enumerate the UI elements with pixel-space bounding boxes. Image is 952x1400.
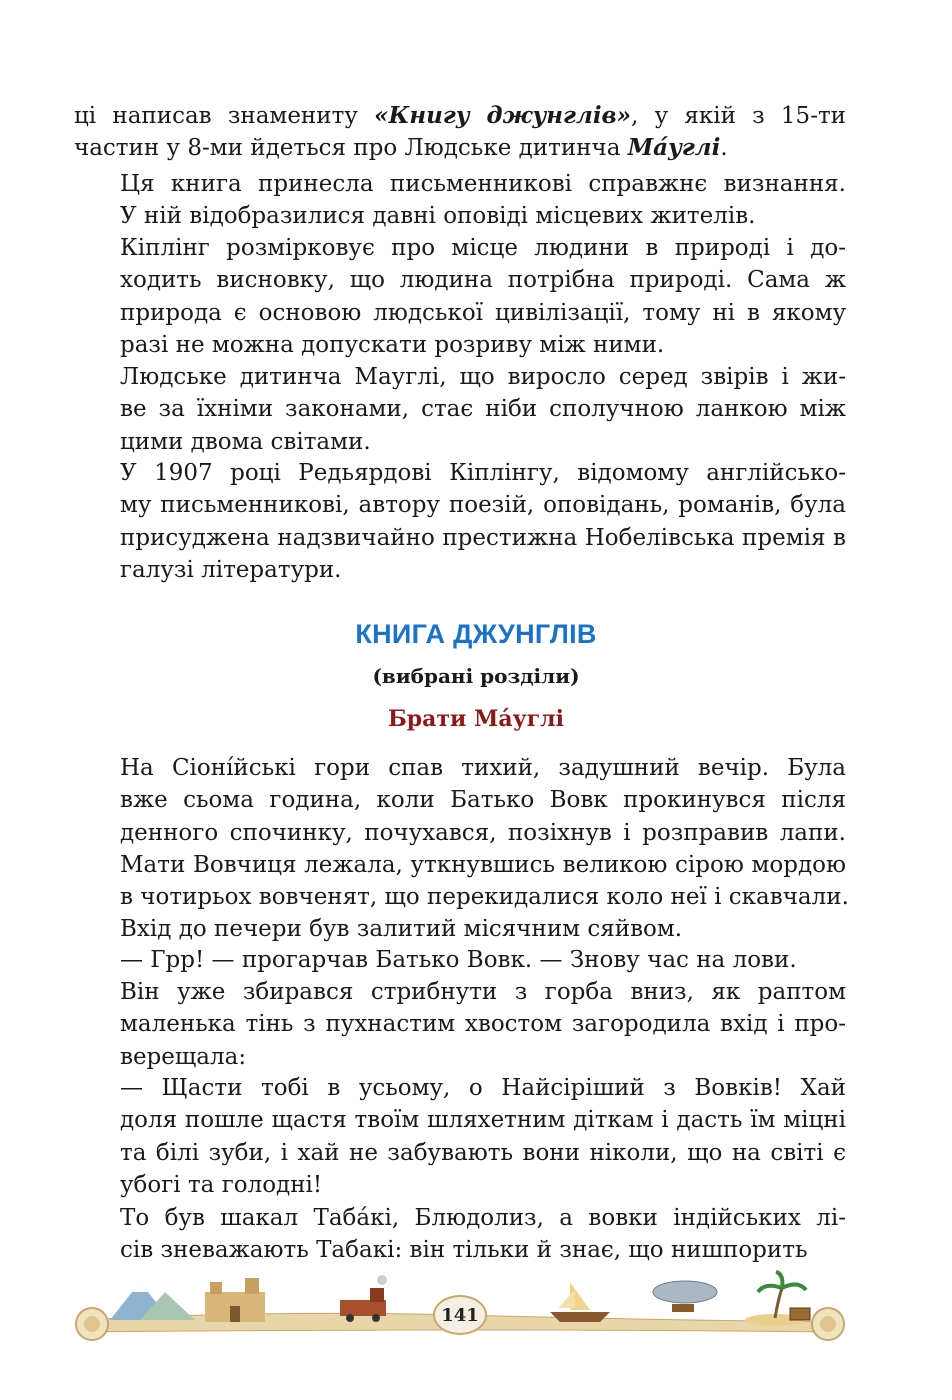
text-line — [120, 1169, 846, 1201]
paragraph — [74, 1072, 846, 1201]
text-line — [120, 232, 846, 264]
book-subtitle: (вибрані розділи) — [372, 664, 580, 688]
text-run: ве за їхніми законами, стає ніби сполучною ланкою між — [120, 396, 846, 423]
text-run: У 1907 році Редьярдові Кіплінгу, відомому англійсько- — [120, 460, 846, 486]
paragraph — [74, 168, 846, 233]
text-run: разі не можна допускати розриву між ними. — [120, 331, 665, 358]
text-run: вже сьома година, коли Батько Вовк прокинувся після — [120, 787, 846, 814]
text-line — [120, 944, 846, 976]
paragraph — [74, 1202, 846, 1267]
text-line — [120, 752, 846, 784]
text-run: природа є основою людської цивілізації, тому ні в якому — [120, 299, 846, 326]
sailing-ship-icon — [550, 1282, 610, 1322]
text-run: Вхід до печери був залитий місячним сяйвом. — [120, 916, 683, 943]
text-run: То був шакал Таба́кі, Блюдолиз, а вовки індійських лі- — [120, 1205, 846, 1231]
text-run: частин у 8-ми йдеться про Людське дитинча — [74, 135, 628, 162]
text-line — [120, 522, 846, 554]
text-line — [120, 913, 846, 945]
text-line — [120, 297, 846, 329]
text-run: маленька тінь з пухнастим хвостом загородила вхід і про- — [120, 1011, 846, 1038]
paragraph — [74, 944, 846, 976]
text-line — [120, 784, 846, 816]
text-line — [120, 264, 846, 296]
text-run: галузі літератури. — [120, 556, 342, 583]
text-run: верещала: — [120, 1043, 247, 1070]
emphasis-text: «Книгу джунглів» — [374, 102, 632, 129]
text-run: присуджена надзвичайно престижна Нобелівська премія в — [120, 524, 846, 551]
text-line — [120, 976, 846, 1008]
text-run: — Щасти тобі в усьому, о Найсіріший з Вовків! Хай — [120, 1075, 846, 1101]
text-line — [120, 168, 846, 200]
text-line — [74, 132, 846, 164]
paragraph — [74, 232, 846, 361]
text-run: та білі зуби, і хай не забувають вони ніколи, що на світі є — [120, 1139, 846, 1166]
text-line — [120, 200, 846, 232]
text-run: Людське дитинча Мауглі, що виросло серед звірів і жи- — [120, 364, 846, 390]
text-run: — Грр! — прогарчав Батько Вовк. — Знову час на лови. — [120, 947, 797, 973]
paragraph — [74, 457, 846, 586]
text-run: Ця книга принесла письменникові справжнє визнання. — [120, 171, 846, 197]
text-run: в чотирьох вовченят, що перекидалися коло неї і скавчали. — [120, 884, 849, 911]
paragraph — [74, 100, 846, 165]
paragraph — [74, 361, 846, 458]
text-line — [120, 1041, 846, 1073]
text-run: денного спочинку, почухався, позіхнув і розправив лапи. — [120, 819, 846, 846]
text-line — [120, 849, 846, 881]
page-number: 141 — [433, 1295, 487, 1335]
text-line — [120, 393, 846, 425]
text-line — [120, 361, 846, 393]
text-run: Кіплінг розмірковує про місце людини в природі і до- — [120, 235, 846, 261]
train-icon — [340, 1275, 387, 1322]
text-line — [120, 554, 846, 586]
emphasis-text: Ма́углі — [627, 134, 721, 162]
text-line — [120, 1202, 846, 1234]
text-run: . — [720, 135, 728, 162]
book-title: КНИГА ДЖУНГЛІВ — [355, 619, 597, 649]
text-run: убогі та голодні! — [120, 1171, 323, 1198]
text-run: ці написав знамениту — [74, 103, 375, 129]
text-run: У ній відобразилися давні оповіді місцевих жителів. — [120, 203, 756, 230]
text-run: На Сіоні́йські гори спав тихий, задушний вечір. Була — [120, 755, 846, 781]
text-line — [120, 489, 846, 521]
text-line — [120, 1234, 846, 1266]
airship-icon — [653, 1281, 717, 1312]
text-run: сів зневажають Табакі: він тільки й знає, що нишпорить — [120, 1237, 808, 1264]
castle-icon — [205, 1278, 265, 1322]
text-line — [120, 1072, 846, 1104]
text-line — [120, 881, 849, 913]
text-line — [120, 1137, 846, 1169]
text-line — [120, 1008, 846, 1040]
text-run: Мати Вовчиця лежала, уткнувшись великою сірою мордою — [120, 851, 846, 878]
text-line — [120, 1104, 846, 1136]
mountains-icon — [110, 1282, 195, 1320]
paragraph — [74, 976, 846, 1073]
text-line — [120, 817, 846, 849]
text-run: Він уже збирався стрибнути з горба вниз, як раптом — [120, 979, 846, 1005]
text-run: , у якій з 15-ти — [631, 103, 847, 129]
text-line — [74, 100, 846, 132]
text-run: ходить висновку, що людина потрібна природі. Сама ж — [120, 267, 846, 294]
chapter-title: Брати Ма́углі — [387, 706, 565, 732]
text-line — [120, 426, 846, 458]
text-line — [120, 457, 846, 489]
treasure-chest-icon — [790, 1308, 810, 1320]
text-line — [120, 329, 846, 361]
text-run: му письменникові, автору поезій, оповідань, романів, була — [120, 492, 846, 519]
text-run: цими двома світами. — [120, 428, 371, 455]
paragraph — [74, 752, 849, 946]
text-run: доля пошле щастя твоїм шляхетним діткам і дасть їм міцні — [120, 1107, 846, 1134]
